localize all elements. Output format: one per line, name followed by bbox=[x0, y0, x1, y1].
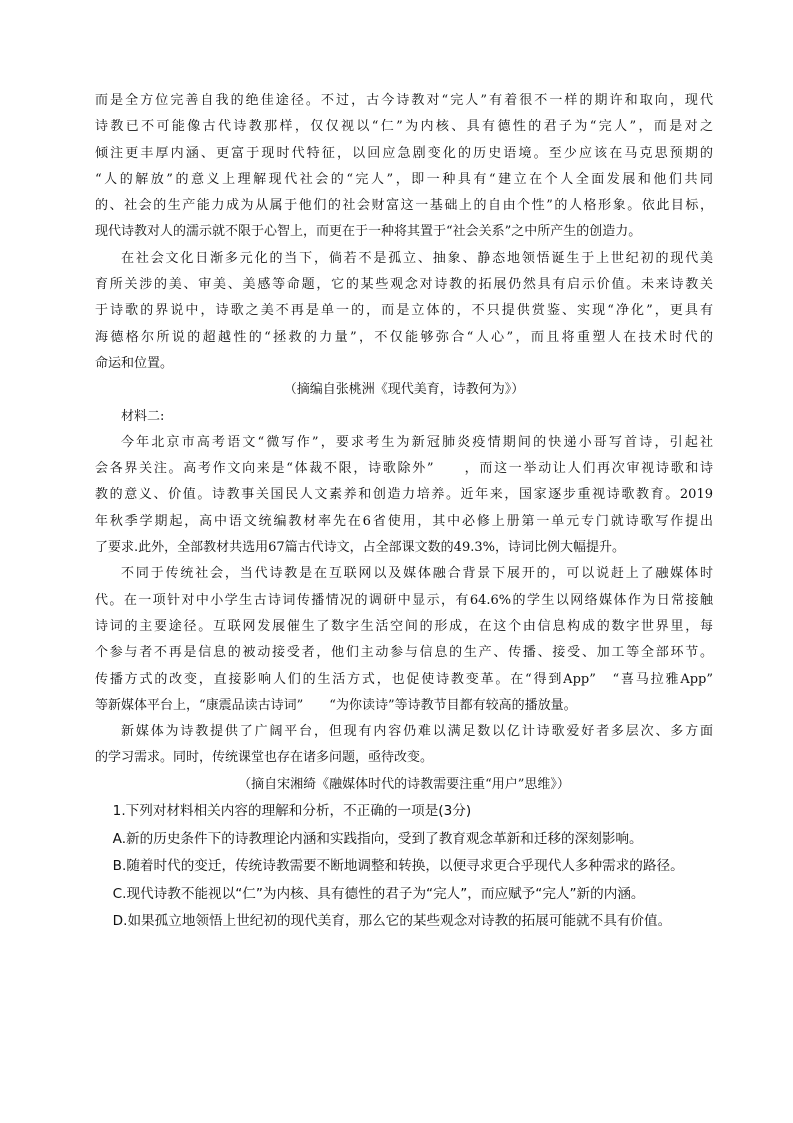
text-line: 代。在一项针对中小学生古诗词传播情况的调研中显示，有64.6%的学生以网络媒体作为日常接触 bbox=[95, 592, 713, 608]
option-c: C.现代诗教不能视以“仁”为内核、具有德性的君子为“完人”，而应赋予“完人”新的内涵。 bbox=[112, 885, 645, 902]
text-line: 倾注更丰厚内涵、更富于现时代特征，以回应急剧变化的历史语境。至少应该在马克思预期的 bbox=[95, 145, 713, 161]
text-line: 的学习需求。同时，传统课堂也存在诸多问题，亟待改变。 bbox=[95, 750, 434, 766]
text-line: 教的意义、价值。诗教事关国民人文素养和创造力培养。近年来，国家逐步重视诗歌教育。2019 bbox=[95, 487, 713, 503]
text-line: 等新媒体平台上，“康震品读古诗词” “为你读诗”等诗教节目都有较高的播放量。 bbox=[95, 697, 577, 713]
text-line: 今年北京市高考语文“微写作”，要求考生为新冠肺炎疫情期间的快递小哥写首诗，引起社 bbox=[121, 434, 713, 450]
text-line: 海德格尔所说的超越性的“拯救的力量”，不仅能够弥合“人心”，而且将重塑人在技术时代的 bbox=[95, 329, 713, 345]
material-one-source: （摘编自张桃洲《现代美育，诗教何为》） bbox=[283, 382, 525, 398]
question-stem: 1.下列对材料相关内容的理解和分析，不正确的一项是(3分) bbox=[112, 803, 472, 820]
text-line: 传播方式的改变，直接影响人们的生活方式，也促使诗教变革。在“得到App” “喜马拉雅App” bbox=[95, 671, 713, 687]
material-one-paragraph-1 bbox=[95, 88, 713, 246]
text-line: 不同于传统社会，当代诗教是在互联网以及媒体融合背景下展开的，可以说赶上了融媒体时 bbox=[121, 566, 713, 582]
text-line: “人的解放”的意义上理解现代社会的“完人”，即一种具有“建立在个人全面发展和他们共同 bbox=[95, 171, 713, 187]
text-line: 会各界关注。高考作文向来是“体裁不限，诗歌除外” ，而这一举动让人们再次审视诗歌和诗 bbox=[95, 461, 713, 477]
text-line: 新媒体为诗教提供了广阔平台，但现有内容仍难以满足数以亿计诗歌爱好者多层次、多方面 bbox=[121, 724, 713, 740]
material-one-paragraph-2 bbox=[95, 246, 713, 377]
text-line: 命运和位置。 bbox=[95, 355, 174, 371]
material-two-paragraph-1 bbox=[95, 430, 713, 561]
text-line: 诗教已不可能像古代诗教那样，仅仅视以“仁”为内核、具有德性的君子为“完人”，而是对之 bbox=[95, 119, 713, 135]
text-line: 的、社会的生产能力成为从属于他们的社会财富这一基础上的自由个性”的人格形象。依此目标， bbox=[95, 198, 713, 214]
option-d: D.如果孤立地领悟上世纪初的现代美育，那么它的某些观念对诗教的拓展可能就不具有价值。 bbox=[112, 913, 672, 930]
option-b: B.随着时代的变迁，传统诗教需要不断地调整和转换，以便寻求更合乎现代人多种需求的路径。 bbox=[112, 858, 684, 875]
text-line: 现代诗教对人的濡示就不限于心智上，而更在于一种将其置于“社会关系”之中所产生的创造力。 bbox=[95, 224, 642, 240]
option-a: A.新的历史条件下的诗教理论内涵和实践指向，受到了教育观念革新和迁移的深刻影响。 bbox=[112, 830, 643, 847]
text-line: 在社会文化日渐多元化的当下，倘若不是孤立、抽象、静态地领悟诞生于上世纪初的现代美 bbox=[121, 250, 713, 266]
document-page bbox=[95, 88, 713, 936]
material-one bbox=[95, 88, 713, 404]
question-1 bbox=[95, 798, 713, 936]
text-line: 育所关涉的美、审美、美感等命题，它的某些观念对诗教的拓展仍然具有启示价值。未来诗教关 bbox=[95, 277, 713, 293]
text-line: 个参与者不再是信息的被动接受者，他们主动参与信息的生产、传播、接受、加工等全部环节。 bbox=[95, 645, 713, 661]
material-two-paragraph-3 bbox=[95, 719, 713, 772]
text-line: 而是全方位完善自我的绝佳途径。不过，古今诗教对“完人”有着很不一样的期许和取向，现代 bbox=[95, 93, 713, 108]
material-two bbox=[95, 404, 713, 798]
text-line: 年秋季学期起，高中语文统编教材率先在6省使用，其中必修上册第一单元专门就诗歌写作提出 bbox=[95, 513, 713, 529]
material-two-label: 材料二: bbox=[121, 408, 165, 424]
material-two-source: （摘自宋湘绮《融媒体时代的诗教需要注重“用户”思维》） bbox=[238, 776, 570, 792]
text-line: 诗词的主要途径。互联网发展催生了数字生活空间的形成，在这个由信息构成的数字世界里，每 bbox=[95, 618, 713, 634]
material-two-paragraph-2 bbox=[95, 561, 713, 719]
text-line: 了要求.此外，全部教材共选用67篇古代诗文，占全部课文数的49.3%，诗词比例大幅提升。 bbox=[95, 540, 625, 556]
text-line: 于诗歌的界说中，诗歌之美不再是单一的，而是立体的，不只提供赏鉴、实现“净化”，更具有 bbox=[95, 303, 713, 319]
